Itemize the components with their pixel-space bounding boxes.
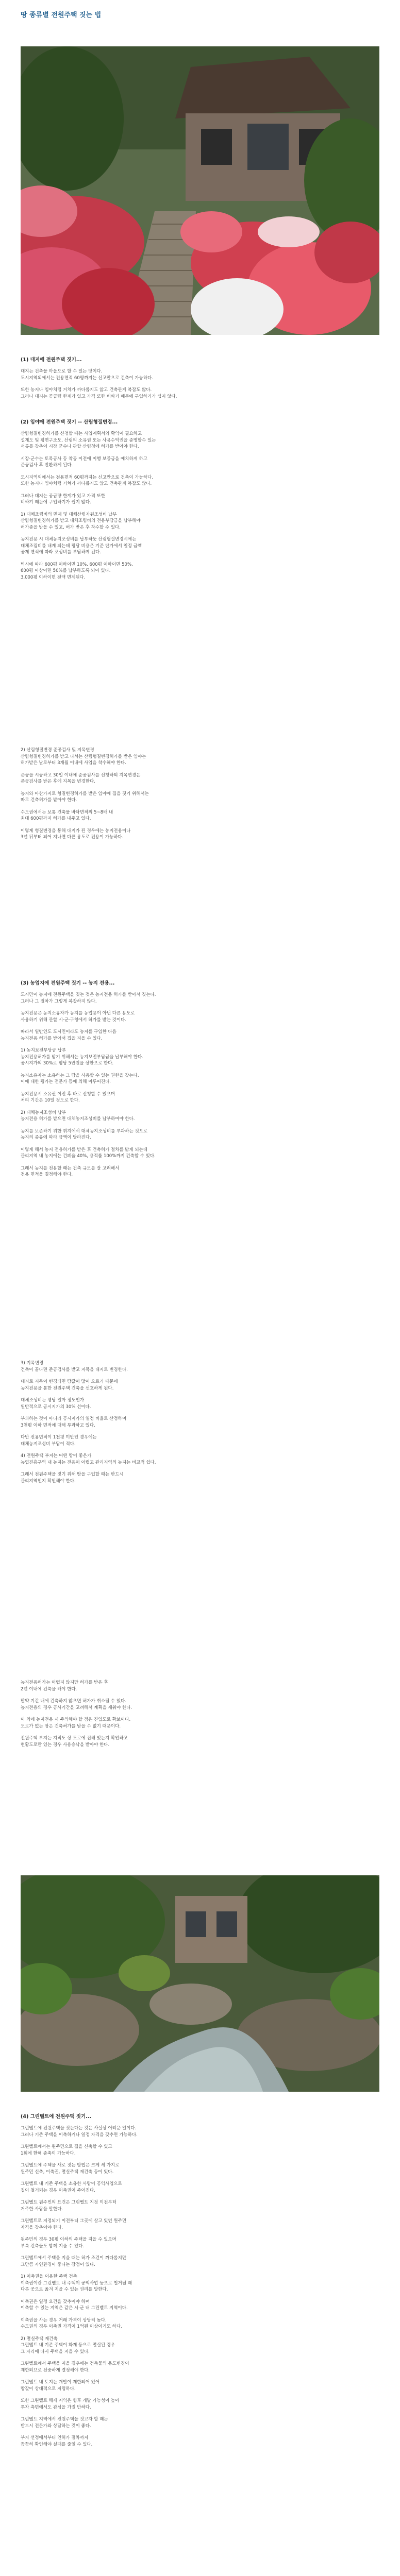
- section-heading: (2) 임야에 전원주택 짓기 -- 산림형질변경...: [21, 419, 118, 425]
- paragraph: 농지전용은 농지소유자가 농지를 농업용이 아닌 다른 용도로 사용하기 위해 관할 시·군·구청에서 허가를 받는 것이다.: [21, 1011, 135, 1023]
- paragraph: 농지전용시 소유권 이전 후 바로 신청할 수 있으며 처리 기간은 10일 정도로 한다.: [21, 1091, 115, 1103]
- photo-icon: [21, 1875, 379, 2092]
- paragraph: 농지전용허가는 어렵지 않지만 허가를 받은 후 2년 이내에 건축을 해야 한다.: [21, 1680, 108, 1692]
- paragraph: 농지전용 시 대체농지조성비를 납부하듯 산림형질변경시에는 대체조림비를 내게 되는데 평당 비용은 기준 단가에서 일정 금액 공제 면적에 따라 조성비를 부담하게 된다.: [21, 537, 142, 555]
- section-farmland: [21, 979, 379, 1184]
- paragraph: 전원주택 부지는 지적도 상 도로에 접해 있는지 확인하고 현황도로만 있는 경우 사용승낙을 받아야 한다.: [21, 1736, 128, 1748]
- paragraph: 부과하는 것이 아니라 공시지가의 일정 비율로 산정하며 3천평 이하 면적에 대해 부과하고 있다.: [21, 1416, 127, 1428]
- paragraph: 이축권을 사는 경우 거래 가격이 상당히 높다. 수도권의 경우 이축권 가격이 1억원 이상이기도 하다.: [21, 2317, 122, 2329]
- paragraph: 도시지역외에서는 전용면적 60평까지는 신고만으로 건축이 가능하다. 또한 농지나 임야처럼 거쳐가 까다롭지도 않고 건축관계 복잡도 않다.: [21, 474, 153, 486]
- paragraph: 벽시에 따라 600평 이하이면 10%, 600평 이하이면 50%, 600평 이상이면 50%를 납부하도록 되어 있다. 3,000평 이하이면 전액 면제된다.: [21, 562, 133, 580]
- paragraph: 2) 대체농지조성비 납부 농지전용 허가를 받으면 대체농지조성비를 납부하여야 한다.: [21, 1110, 135, 1122]
- paragraph: 그린벨트 지역에서 전원주택을 짓고자 할 때는 반드시 전문가와 상담하는 것이 좋다.: [21, 2417, 108, 2429]
- paragraph: 부지 선정에서부터 인허가 절차까지 꼼꼼히 확인해야 실패를 줄일 수 있다.: [21, 2435, 93, 2447]
- paragraph: 또한 그린벨트 해제 지역은 향후 개발 가능성이 높아 투자 측면에서도 관심을 가질 만하다.: [21, 2398, 120, 2410]
- paragraph: 따라서 일반인도 도시민이라도 농지를 구입한 다음 농지전용 허가를 받아서 집을 지을 수 있다.: [21, 1029, 116, 1041]
- paragraph: 대지로 지목이 변경되면 땅값이 많이 오르기 때문에 농지전용을 통한 전원주택 건축을 선호하게 된다.: [21, 1379, 118, 1391]
- paragraph: 농지를 보존하기 위한 취지에서 대체농지조성비를 부과하는 것으로 농지의 종류에 따라 금액이 달라진다.: [21, 1128, 148, 1140]
- paragraph: 또한 농지나 임야처럼 거쳐가 까다롭지도 않고 건축관계 복잡도 않다. 그러나 대지는 공급량 한계가 있고 가격 또한 비싸기 때문에 구입하기가 쉽지 않다.: [21, 387, 177, 399]
- paragraph: 도시민이 농지에 전원주택을 짓는 것은 농지전용 허가를 받아서 짓는다. 그러나 그 절차가 그렇게 복잡하지 않다.: [21, 992, 156, 1004]
- paragraph: 2) 멸실주택 재건축 그린벨트 내 기존 주택이 화재 등으로 멸실된 경우 그 자리에 다시 주택을 지을 수 있다.: [21, 2336, 115, 2354]
- paragraph: 이렇게 해서 농지 전용허가를 받은 후 건축허가 절차를 밟게 되는데 관리지역 내 농지에는 건폐율 40%, 용적률 100%까지 건축할 수 있다.: [21, 1147, 156, 1159]
- paragraph: 4) 전원주택 부지는 어떤 땅이 좋은가 농업진흥구역 내 농지는 전용이 어렵고 관리지역의 농지는 비교적 쉽다.: [21, 1453, 156, 1465]
- paragraph: 원주민의 경우 30평 이하의 주택을 지을 수 있으며 부속 건축물도 함께 지을 수 있다.: [21, 2237, 116, 2249]
- paragraph: 2) 산림형질변경 준공검사 및 지목변경 산림형질변경허가를 받고 나서는 산림형질변경허가를 받은 임야는 허가받은 날로부터 3개월 이내에 사업을 착수해야 한다.: [21, 748, 146, 766]
- paragraph: 그린벨트에서 주택을 지을 경우에는 건축물의 용도변경이 제한되므로 신중하게 결정해야 한다.: [21, 2361, 129, 2373]
- paragraph: 1) 이축권을 이용한 주택 건축 이축권이란 그린벨트 내 주택이 공익사업 등으로 철거될 때 다른 곳으로 옮겨 지을 수 있는 권리를 말한다.: [21, 2274, 132, 2292]
- paragraph: 이 외에 농지전용 시 주의해야 할 점은 진입도로 확보이다. 도로가 없는 땅은 건축허가를 받을 수 없기 때문이다.: [21, 1717, 131, 1729]
- section-farmland-notes: [21, 1680, 379, 1754]
- paragraph: 이축권은 일정 요건을 갖추어야 하며 이축할 수 있는 지역은 같은 시·군 내 그린벨트 지역이다.: [21, 2299, 128, 2311]
- paragraph: 그린벨트에서 주택을 지을 때는 허가 조건이 까다롭지만 그만큼 자연환경이 좋다는 장점이 있다.: [21, 2256, 127, 2267]
- paragraph: 그린벨트에서는 원주민으로 집을 신축할 수 있고 1회에 한해 증축이 가능하다.: [21, 2144, 112, 2156]
- paragraph: 이렇게 형질변경을 통해 대지가 된 경우에는 농지전용이나 3년 뒤부터 되어 지나면 다른 용도로 전용이 가능하다.: [21, 828, 131, 840]
- paragraph: 그린벨트에 전원주택을 짓는다는 것은 사실상 어려운 일이다. 그러나 기존 주택을 이축하거나 일정 자격을 갖추면 가능하다.: [21, 2126, 138, 2138]
- section-heading: (4) 그린벨트에 전원주택 짓기...: [21, 2114, 91, 2120]
- paragraph: 그래서 농지를 전용할 때는 건축 규모를 잘 고려해서 전용 면적을 결정해야 한다.: [21, 1165, 120, 1177]
- section-farmland-cont: [21, 1360, 379, 1490]
- paragraph: 다만 전용면적이 1천평 미만인 경우에는 대체농지조성비 부담이 적다.: [21, 1435, 97, 1447]
- paragraph: 3) 지목변경 건축이 끝나면 준공검사를 받고 지목을 대지로 변경한다.: [21, 1361, 128, 1372]
- paragraph: 그린벨트 내 토지는 개발이 제한되어 있어 땅값이 상대적으로 저렴하다.: [21, 2380, 100, 2392]
- paragraph: 농지와 마찬가지로 형질변경허가를 받은 임야에 집을 짓기 위해서는 따로 건축허가를 받아야 한다.: [21, 791, 149, 803]
- paragraph: 준공을 시공하고 30일 이내에 준공검사를 신청하되 지목변경은 준공검사를 받은 후에 지목을 변경한다.: [21, 772, 141, 784]
- paragraph: 시장·군수는 토목공사 등 착공 이전에 이행 보증금을 예치하게 하고 준공검사 후 반환하게 된다.: [21, 456, 148, 468]
- paragraph: 농지소유자는 소유하는 그 땅을 사용할 수 있는 권한을 갖는다. 이에 대한 평가는 전문가 등에 의해 이루어진다.: [21, 1073, 139, 1084]
- paragraph: 그린벨트에 주택을 새로 짓는 방법은 크게 세 가지로 원주민 신축, 이축권, 멸실주택 재건축 등이 있다.: [21, 2163, 120, 2175]
- paragraph: 1) 대체조림비의 면제 및 대체산림자원조성비 납부 산림형질변경허가를 받고 대체조림비의 전용부담금을 납부해야 허가증을 받을 수 있고, 허가 받은 후 착수할 수 있다.: [21, 512, 141, 530]
- paragraph: 그린벨트 내 기존 주택을 소유한 사람이 공익사업으로 집이 철거되는 경우 이축권이 주어진다.: [21, 2181, 122, 2193]
- section-forest-cont: [21, 747, 379, 846]
- stream-garden-photo: [21, 1875, 379, 2092]
- paragraph: 그러나 대지는 공급량 한계가 있고 가격 또한 비싸기 때문에 구입하기가 쉽지 않다.: [21, 493, 106, 505]
- paragraph: 그래서 전원주택을 짓기 위해 땅을 구입할 때는 반드시 관리지역인지 확인해야 한다.: [21, 1472, 124, 1484]
- section-heading: (1) 대지에 전원주택 짓기...: [21, 357, 82, 363]
- paragraph: 대지는 건축물 마을으로 할 수 있는 땅이다. 도시지역외에서는 전용면적 60평까지는 신고만으로 건축이 가능하다.: [21, 369, 153, 381]
- house-garden-photo: [21, 46, 379, 335]
- article-title: 땅 종류별 전원주택 짓는 법: [21, 11, 102, 19]
- paragraph: 수도권에서는 보통 건축물 바닥면적의 5~8배 내 최대 600평까지 허가를 내주고 있다.: [21, 809, 113, 821]
- photo-icon: [21, 46, 379, 335]
- paragraph: 그린벨트로 지정되기 이전부터 그곳에 살고 있던 원주민 자격을 갖추어야 한다.: [21, 2218, 127, 2230]
- paragraph: 그린벨트 원주민의 요건은 그린벨트 지정 이전부터 거주한 사람을 말한다.: [21, 2200, 116, 2212]
- section-land: [21, 355, 379, 586]
- paragraph: 산림형질변경허가를 신청할 때는 사업계획서와 확약이 필요하고 설계도 및 평면구조도, 산림의 소유권 또는 사용수익권을 증명할수 있는 서류를 갖추어 시장 군수나 관할 산림청에 허가를 받아야 한다.: [21, 431, 156, 449]
- paragraph: 대체조성비는 평당 얼마 정도인가 일반적으로 공시지가의 30% 선이다.: [21, 1398, 91, 1410]
- paragraph: 1) 농지보전부담금 납부 농지전용허가를 받기 위해서는 농지보전부담금을 납부해야 한다. 공시지가의 30%로 평당 5만원을 상한으로 한다.: [21, 1048, 143, 1066]
- paragraph: 만약 기간 내에 건축하지 않으면 허가가 취소될 수 있다. 농지전용의 경우 공사기간을 고려해서 계획을 세워야 한다.: [21, 1699, 132, 1710]
- section-greenbelt: [21, 2112, 379, 2453]
- section-heading: (3) 농업지에 전원주택 짓기 -- 농지 전용...: [21, 980, 115, 986]
